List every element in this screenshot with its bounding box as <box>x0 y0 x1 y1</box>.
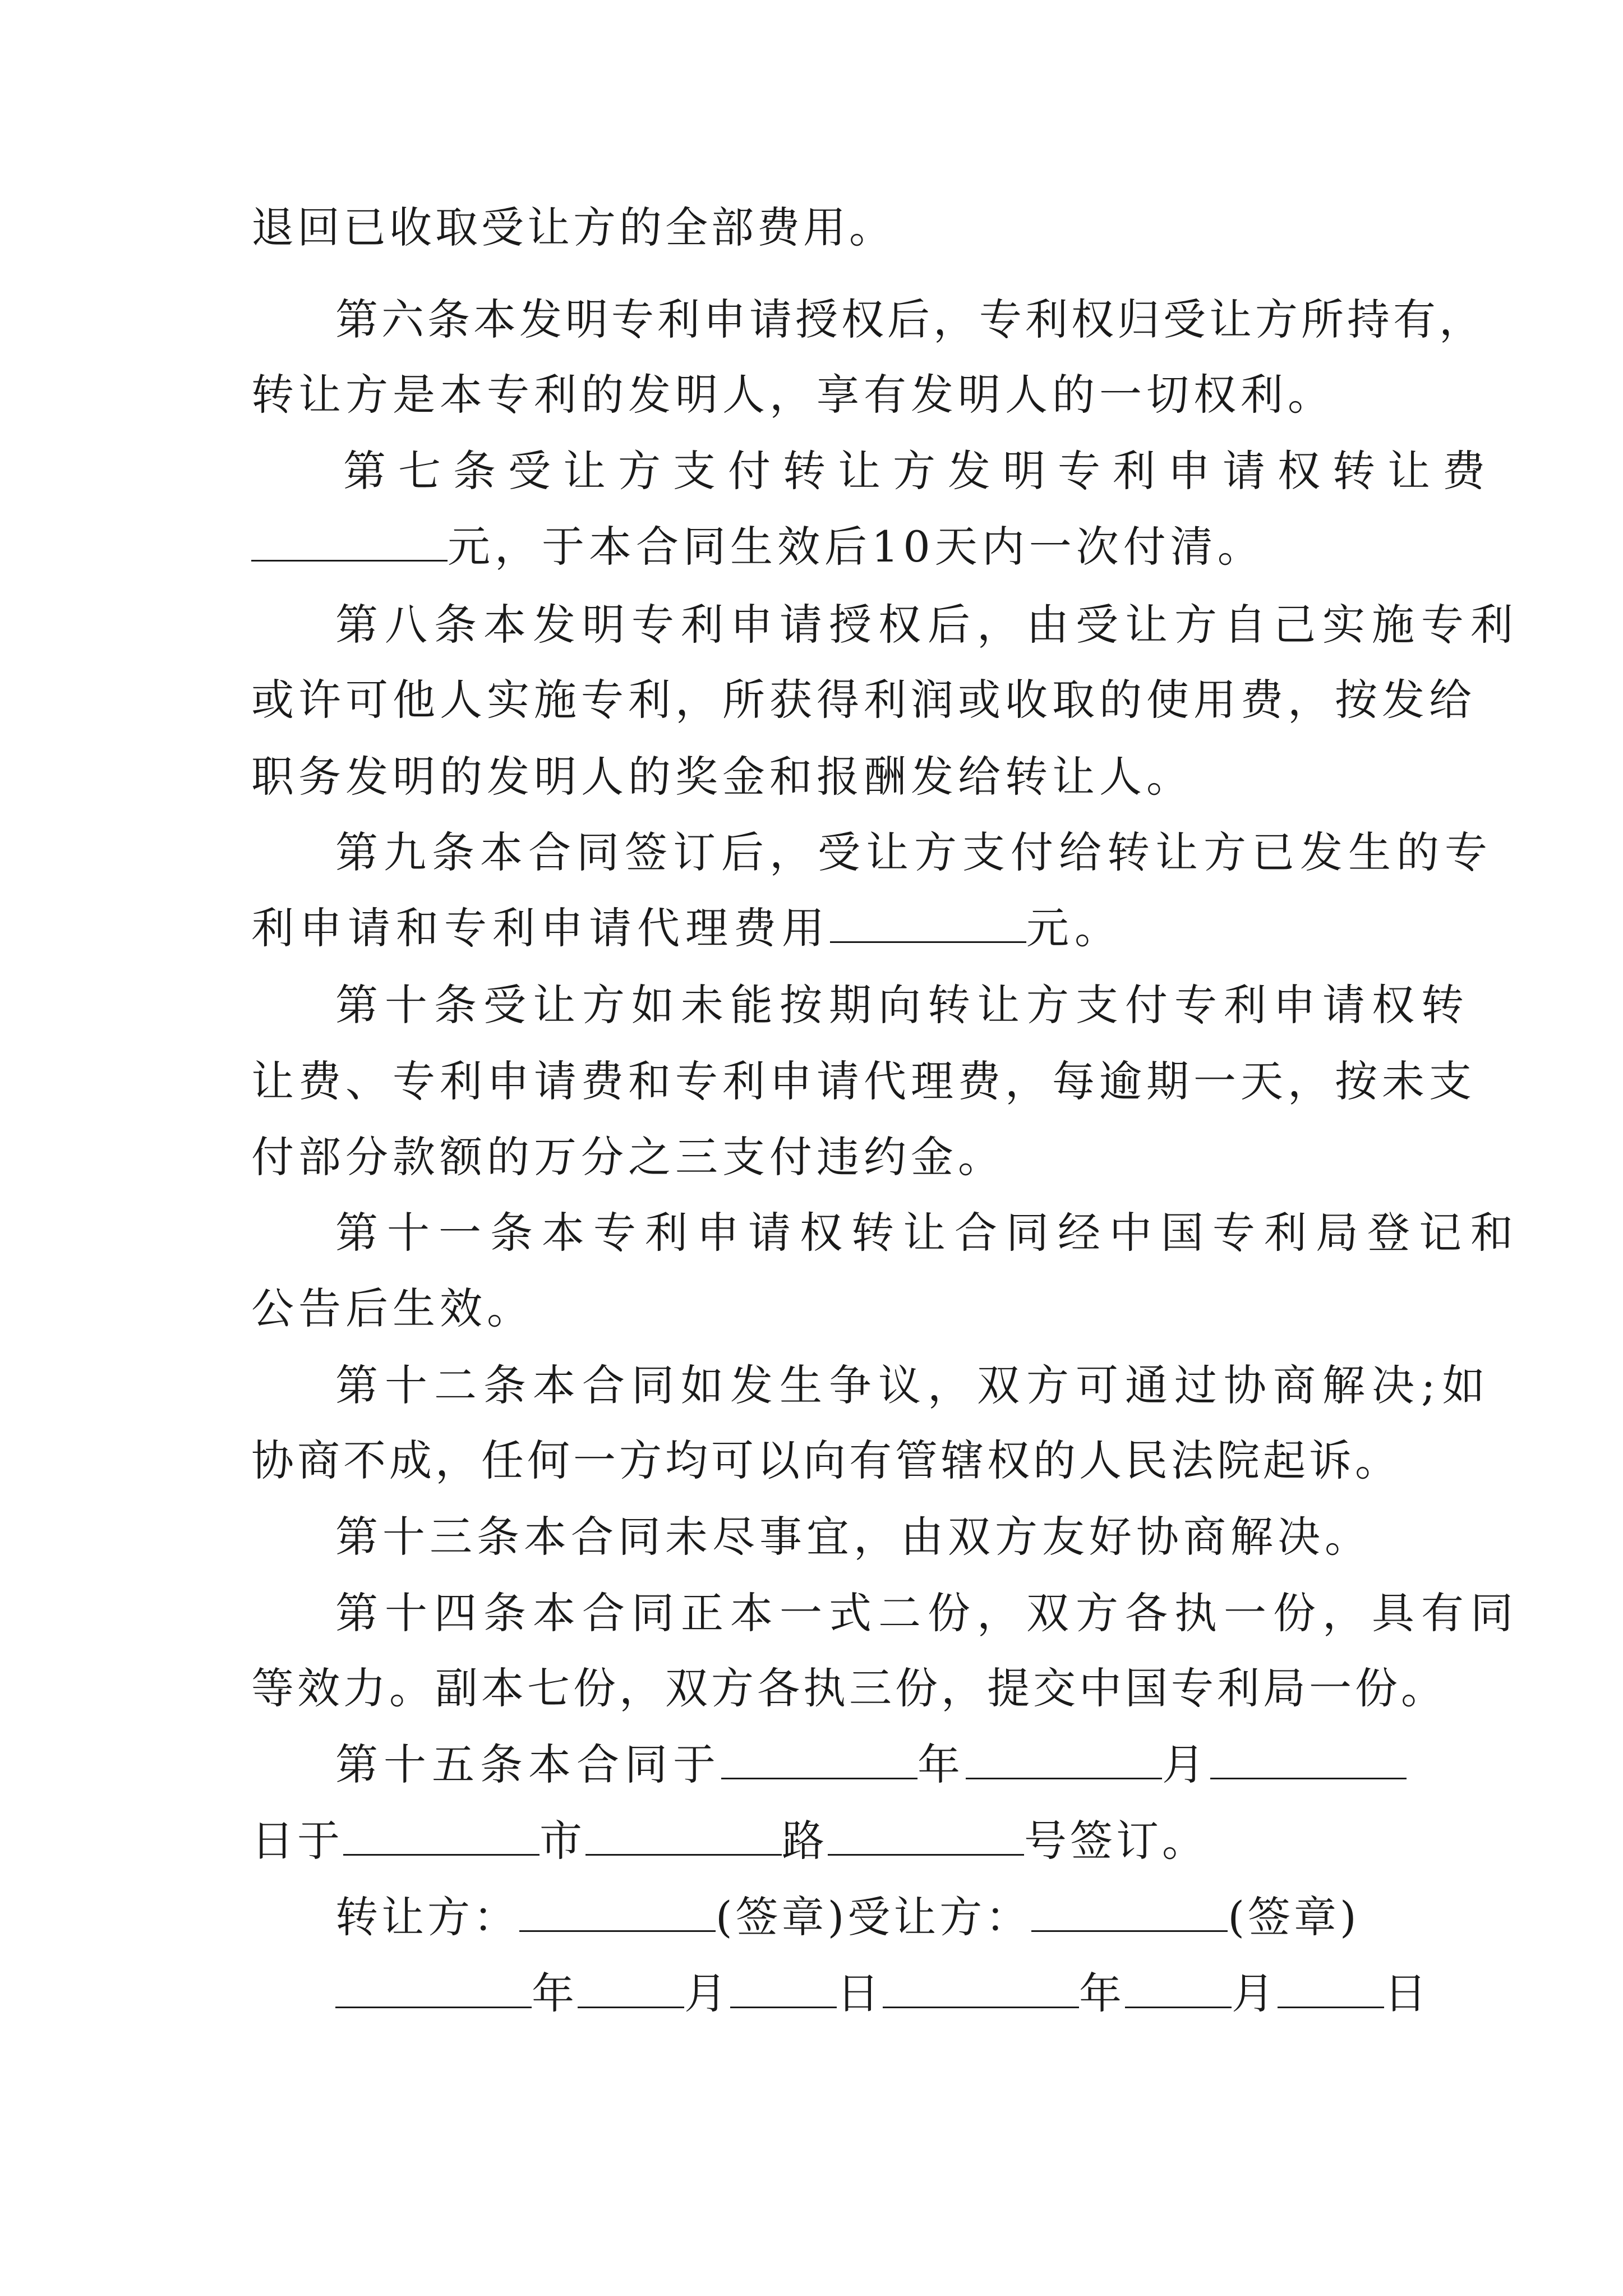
transferor-day-blank[interactable] <box>730 1967 837 2008</box>
article-6-line-2: 转让方是本专利的发明人，享有发明人的一切权利。 <box>251 370 1335 420</box>
transferee-day-blank[interactable] <box>1278 1967 1384 2008</box>
transferor-year-blank[interactable] <box>335 1967 532 2008</box>
city-blank[interactable] <box>343 1815 540 1856</box>
article-10-line-1: 第十条受让方如未能按期向转让方支付专利申请权转 <box>335 980 1470 1030</box>
day-blank[interactable] <box>1210 1738 1407 1779</box>
article-10-line-2: 让费、专利申请费和专利申请代理费，每逾期一天，按未支 <box>251 1056 1476 1106</box>
number-blank[interactable] <box>828 1815 1024 1856</box>
year-blank[interactable] <box>721 1738 917 1779</box>
transferor-signature-blank[interactable] <box>519 1891 716 1932</box>
article-12-line-1: 第十二条本合同如发生争议，双方可通过协商解决;如 <box>335 1360 1492 1410</box>
article-14-line-2: 等效力。副本七份，双方各执三份，提交中国专利局一份。 <box>251 1663 1447 1713</box>
article-15-line-1: 第十五条本合同于 年 月 <box>335 1737 1407 1793</box>
article-15-line-2: 日于 市 路 号签订。 <box>251 1816 1208 1866</box>
transferee-month-blank[interactable] <box>1125 1967 1232 2008</box>
transferor-month-blank[interactable] <box>578 1967 684 2008</box>
article-7-line-1: 第七条受让方支付转让方发明专利申请权转让费 <box>343 446 1497 496</box>
article-6-line-1: 第六条本发明专利申请授权后，专利权归受让方所持有， <box>335 295 1485 344</box>
article-11-line-2: 公告后生效。 <box>251 1283 534 1333</box>
article-9-line-1: 第九条本合同签订后，受让方支付给转让方已发生的专 <box>335 827 1493 877</box>
article-8-line-2: 或许可他人实施专利，所获得利润或收取的使用费，按发给 <box>251 675 1476 725</box>
paragraph-line: 退回已收取受让方的全部费用。 <box>251 203 895 252</box>
article-11-line-1: 第十一条本专利申请权转让合同经中国专利局登记和 <box>335 1208 1522 1258</box>
article-13-line: 第十三条本合同未尽事宜，由双方友好协商解决。 <box>335 1512 1372 1562</box>
article-10-line-3: 付部分款额的万分之三支付违约金。 <box>251 1132 1005 1182</box>
month-blank[interactable] <box>966 1738 1162 1779</box>
agency-fee-blank[interactable] <box>830 902 1026 943</box>
road-blank[interactable] <box>585 1815 782 1856</box>
article-12-line-2: 协商不成，任何一方均可以向有管辖权的人民法院起诉。 <box>251 1435 1401 1485</box>
article-14-line-1: 第十四条本合同正本一式二份，双方各执一份，具有同 <box>335 1588 1520 1638</box>
article-8-line-3: 职务发明的发明人的奖金和报酬发给转让人。 <box>251 752 1193 802</box>
article-7-line-2: 元，于本合同生效后10天内一次付清。 <box>251 519 1265 575</box>
signature-date-line: 年 月 日 年 月 日 <box>335 1966 1430 2022</box>
article-9-line-2: 利申请和专利申请代理费用 元。 <box>251 903 1123 953</box>
transferee-signature-blank[interactable] <box>1031 1891 1228 1932</box>
article-8-line-1: 第八条本发明专利申请授权后，由受让方自己实施专利 <box>335 600 1520 650</box>
transferee-year-blank[interactable] <box>883 1967 1079 2008</box>
fee-blank[interactable] <box>251 521 448 562</box>
signature-line: 转让方： (签章)受让方： (签章) <box>335 1892 1360 1942</box>
